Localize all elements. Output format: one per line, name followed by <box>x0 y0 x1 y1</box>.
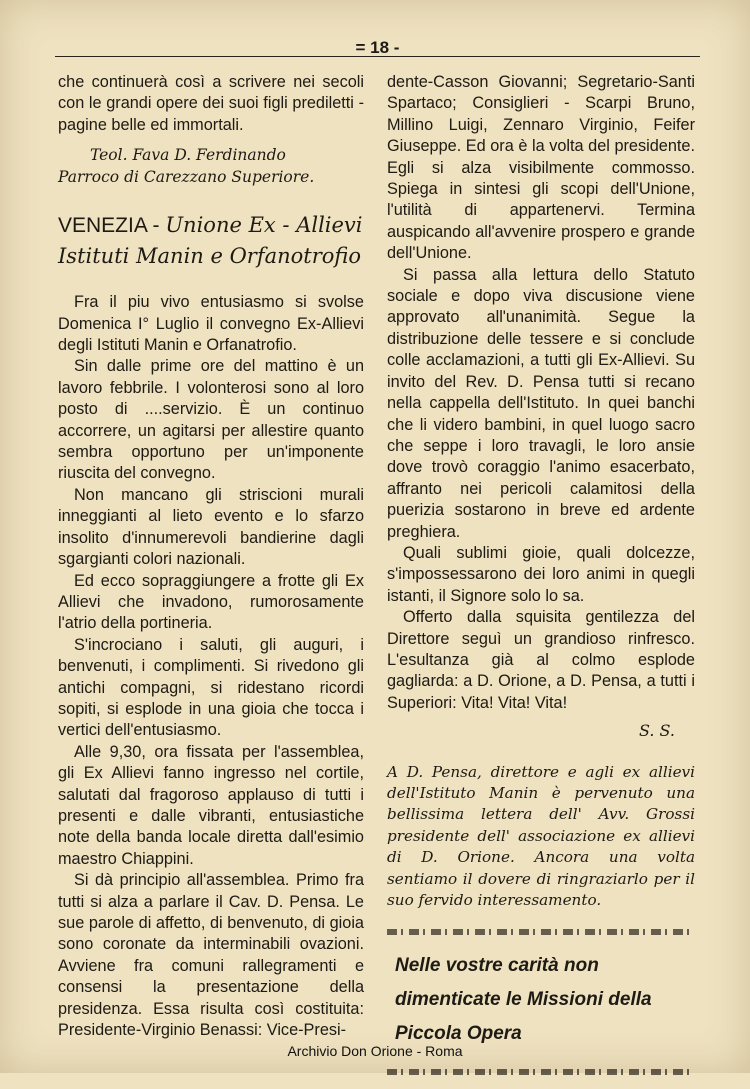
signature-role: Parroco di Carezzano Superiore. <box>58 168 315 187</box>
article-paragraph: Ed ecco sopraggiungere a frotte gli Ex Allievi che invadono, rumorosamente l'atrio della portineria. <box>58 571 364 633</box>
section-title-subject: Unione Ex - Allievi Istituti Manin e Orfanotrofio <box>58 213 363 269</box>
article-paragraph: Sin dalle prime ore del mattino è un lavoro febbrile. I volonterosi sono al loro posto di ....servizio. È un continuo accorrere, un agitarsi per allestire quanto sembra opportuno per un'imponente riuscita del convegno. <box>58 357 364 483</box>
article-paragraph: Fra il piu vivo entusiasmo si svolse Domenica I° Luglio il convegno Ex-Allievi degli Istituti Manin e Orfanatrofio. <box>58 293 364 355</box>
article-paragraph: dente-Casson Giovanni; Segretario-Santi Spartaco; Consiglieri - Scarpi Bruno, Millino Luigi, Zennaro Virginio, Feifer Giuseppe. Ed ora è la volta del presidente. Egli si alza visibilmente commosso. Spiega in sintesi gli scopi dell'Unione, l'utilità di appartenervi. Termina auspicando all'avvenire prospero e grande dell'Unione. <box>387 73 695 263</box>
archive-footer: Archivio Don Orione - Roma <box>287 1043 463 1059</box>
decorative-rule-top <box>387 929 695 935</box>
page-number: = 18 - <box>355 38 400 57</box>
section-title-place: VENEZIA - <box>58 214 166 238</box>
article-paragraph: Offerto dalla squisita gentilezza del Direttore seguì un grandioso rinfresco. L'esultanza già al colmo esplode gagliarda: a D. Orione, a D. Pensa, a tutti i Superiori: Vita! Vita! Vita! <box>387 608 695 712</box>
article-paragraph: Non mancano gli striscioni murali inneggianti al lieto evento e lo sfarzo insolito d'innumerevoli bandierine dagli sgargianti colori nazionali. <box>58 485 364 569</box>
missions-slogan: Nelle vostre carità non dimenticate le Missioni della Piccola Opera <box>395 955 652 1045</box>
signature <box>58 144 364 188</box>
right-column <box>387 72 695 1089</box>
article-paragraph: Quali sublimi gioie, quali dolcezze, s'impossessarono dei loro animi in quegli istanti, il Signore solo lo sa. <box>387 543 695 605</box>
signature-name: Teol. Fava D. Ferdinando <box>90 146 286 165</box>
article-paragraph: Si passa alla lettura dello Statuto sociale e dopo viva discusione viene approvato all'unanimità. Segue la distribuzione delle tessere e si conclude colle acclamazioni, a tutti gli Ex-Allievi. Su invito del Rev. D. Pensa tutti si recano nella cappella dell'Istituto. In quei banchi che li videro bambini, in quel luogo sacro che seppe i loro travagli, le loro ansie dove trovò coraggio l'animo esacerbato, affranto nei pericoli calamitosi della puerizia sostarono in breve ed ardente preghiera. <box>387 265 695 541</box>
section-title <box>58 210 364 272</box>
article-signature: S. S. <box>638 721 675 741</box>
article-paragraph: Alle 9,30, ora fissata per l'assemblea, gli Ex Allievi fanno ingresso nel cortile, salutati dal fragoroso applauso di tutti i presenti e dalle vibranti, entusiastiche note della banda locale diretta dall'esimio maestro Chiappini. <box>58 742 364 868</box>
left-column <box>58 72 364 1041</box>
opening-paragraph: che continuerà così a scrivere nei secoli con le grandi opere dei suoi figli prediletti - pagine belle ed immortali. <box>58 73 364 134</box>
decorative-rule-bottom <box>387 1069 695 1075</box>
page-header <box>55 38 700 58</box>
article-paragraph: S'incrociano i saluti, gli auguri, i benvenuti, i complimenti. Si rivedono gli antichi compagni, si ridestano ricordi sopiti, si esplode in una gioia che tocca i vertici dell'entusiasmo. <box>58 635 364 740</box>
note-paragraph: A D. Pensa, direttore e agli ex allievi dell'Istituto Manin è pervenuto una bellissima lettera dell' Avv. Grossi presidente dell' associazione ex allievi di D. Orione. Ancora una volta sentiamo il dovere di ringraziarlo per il suo fervido interessamento. <box>387 762 695 910</box>
article-paragraph: Si dà principio all'assemblea. Primo fra tutti si alza a parlare il Cav. D. Pensa. Le sue parole di affetto, di benvenuto, di gioia sono coronate da interminabili ovazioni. Avviene fra comuni rallegramenti e consensi la presentazione della presidenza. Essa risulta così costituita: Presidente-Virginio Benassi: Vice-Presi- <box>58 871 364 1040</box>
